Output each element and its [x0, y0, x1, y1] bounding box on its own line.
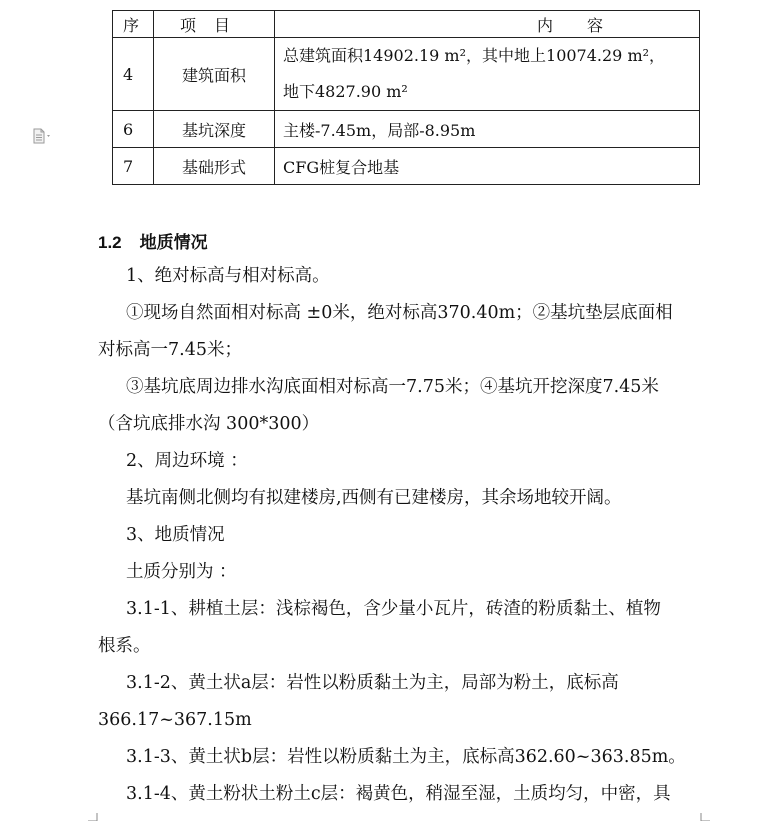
section-heading	[98, 228, 208, 253]
paragraph-line: 基坑南侧北侧均有拟建楼房,西侧有已建楼房，其余场地较开阔。	[126, 488, 622, 508]
paragraph-line: 3.1-4、黄土粉状土粉土c层：褐黄色，稍湿至湿，土质均匀，中密，具	[126, 784, 671, 804]
header-content	[275, 11, 700, 38]
table-row	[113, 148, 700, 185]
row-no: 6	[113, 111, 154, 148]
page-corner-mark	[700, 813, 710, 821]
paragraph-line: 土质分别为 ：	[126, 562, 237, 582]
paragraph-line: 366.17~367.15m	[98, 710, 252, 730]
paragraph-line: 3、地质情况	[126, 525, 225, 545]
paragraph-line: 根系。	[98, 636, 151, 656]
row-content: 主楼-7.45m，局部-8.95m	[275, 111, 700, 148]
row-item: 建筑面积	[154, 38, 275, 111]
header-item: 项目	[154, 11, 275, 38]
row-content-line: 地下4827.90 m²	[283, 82, 408, 101]
paragraph-line: 3.1-2、黄土状a层：岩性以粉质黏土为主，局部为粉土，底标高	[126, 673, 619, 693]
project-info-table	[112, 10, 700, 185]
header-no: 序	[113, 11, 154, 38]
paragraph-line: 3.1-3、黄土状b层：岩性以粉质黏土为主，底标高362.60~363.85m。	[126, 747, 686, 767]
row-content: CFG桩复合地基	[275, 148, 700, 185]
row-no: 4	[113, 38, 154, 111]
paragraph-line: ①现场自然面相对标高 ±0米，绝对标高370.40m；②基坑垫层底面相	[126, 303, 673, 323]
document-icon[interactable]	[32, 128, 54, 144]
row-item: 基础形式	[154, 148, 275, 185]
paragraph-line: 3.1-1、耕植土层：浅棕褐色，含少量小瓦片，砖渣的粉质黏土、植物	[126, 599, 661, 619]
paragraph-line: 对标高一7.45米；	[98, 340, 242, 360]
section-number: 1.2	[98, 233, 122, 252]
paragraph-line: ③基坑底周边排水沟底面相对标高一7.75米；④基坑开挖深度7.45米	[126, 377, 659, 397]
row-item: 基坑深度	[154, 111, 275, 148]
paragraph-line: 1、绝对标高与相对标高。	[126, 266, 330, 286]
row-content-line: 总建筑面积14902.19 m²，其中地上10074.29 m²，	[283, 46, 666, 65]
row-content	[275, 38, 700, 111]
paragraph-line: 2、周边环境 ：	[126, 451, 248, 471]
header-content-left: 内	[537, 15, 554, 35]
table-row	[113, 111, 700, 148]
page-corner-mark	[88, 813, 98, 821]
row-no: 7	[113, 148, 154, 185]
table-row	[113, 38, 700, 111]
paragraph-line: （含坑底排水沟 300*300）	[98, 414, 320, 434]
table-header-row	[113, 11, 700, 38]
header-content-right: 容	[586, 15, 603, 35]
section-title: 地质情况	[139, 233, 208, 252]
